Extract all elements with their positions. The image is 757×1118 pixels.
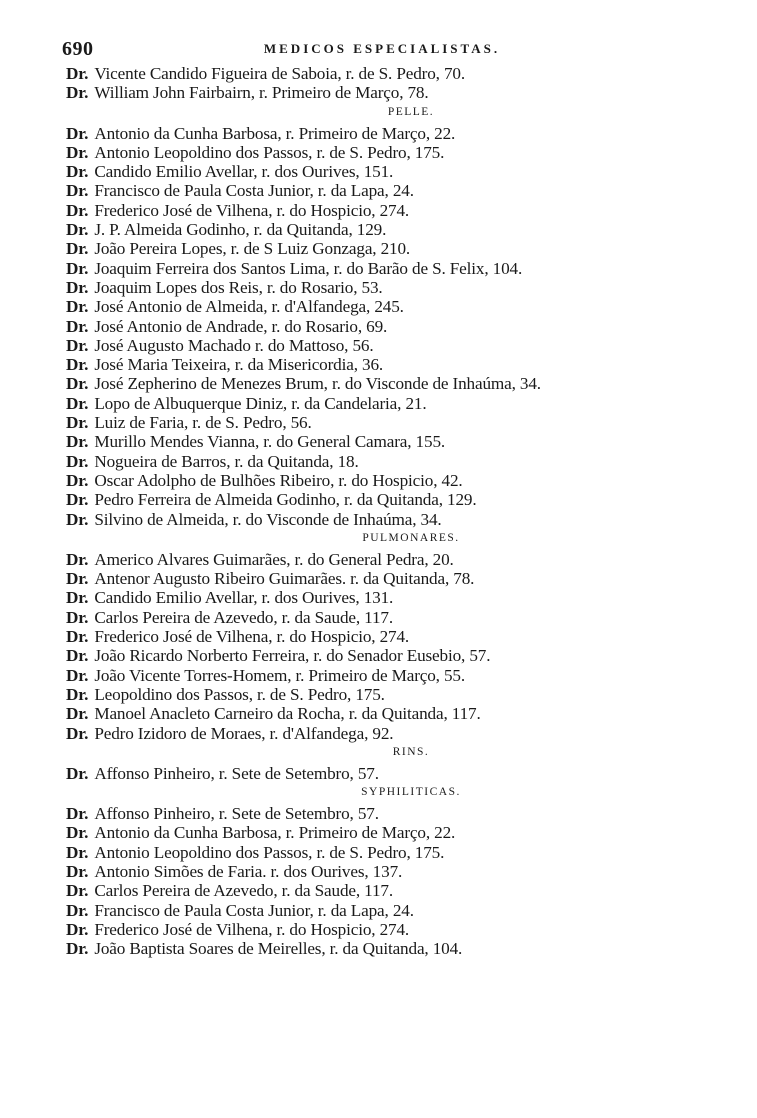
physician-title: Dr. [66,162,89,182]
section-heading: PELLE. [387,105,435,118]
physician-title: Dr. [66,432,89,452]
physician-name-address: Frederico José de Vilhena, r. do Hospicio, 274. [94,200,410,220]
physician-title: Dr. [66,588,89,608]
physician-entry [66,201,726,220]
physician-name-address: Luiz de Faria, r. de S. Pedro, 56. [94,413,312,433]
specialty-section [66,103,726,529]
physician-title: Dr. [66,569,89,589]
physician-title: Dr. [66,297,89,317]
physician-title: Dr. [66,861,89,881]
physician-title: Dr. [66,804,89,824]
physician-entry [66,685,726,704]
physician-name-address: José Zepherino de Menezes Brum, r. do Visconde de Inhaúma, 34. [94,374,541,394]
physician-title: Dr. [66,239,89,259]
physician-name-address: Lopo de Albuquerque Diniz, r. da Candelaria, 21. [94,393,427,413]
physician-name-address: José Maria Teixeira, r. da Misericordia, 36. [94,355,384,375]
physician-entry [66,920,726,939]
physician-title: Dr. [66,509,89,529]
section-heading: PULMONARES. [362,531,460,544]
physician-name-address: Antenor Augusto Ribeiro Guimarães. r. da Quitanda, 78. [94,569,475,589]
physician-entry [66,64,726,83]
physician-name-address: Leopoldino dos Passos, r. de S. Pedro, 175. [94,684,385,704]
physician-entry [66,646,726,665]
physician-title: Dr. [66,881,89,901]
physician-entry [66,413,726,432]
physician-entry [66,843,726,862]
specialty-section [66,743,726,783]
physician-title: Dr. [66,627,89,647]
physician-entry [66,490,726,509]
physician-entry [66,317,726,336]
physician-entry [66,336,726,355]
physician-title: Dr. [66,549,89,569]
physician-title: Dr. [66,200,89,220]
physician-entry [66,297,726,316]
physician-name-address: João Pereira Lopes, r. de S Luiz Gonzaga, 210. [94,239,411,259]
physician-entry [66,432,726,451]
physician-name-address: Oscar Adolpho de Bulhões Ribeiro, r. do Hospicio, 42. [94,470,463,490]
physician-title: Dr. [66,490,89,510]
specialty-section [66,783,726,958]
physician-entry [66,764,726,783]
physician-name-address: José Antonio de Andrade, r. do Rosario, 69. [94,316,388,336]
physician-title: Dr. [66,842,89,862]
physician-name-address: Carlos Pereira de Azevedo, r. da Saude, 117. [94,881,394,901]
page-header [62,38,702,60]
specialty-section [66,64,726,103]
physician-title: Dr. [66,763,89,783]
physician-name-address: Candido Emilio Avellar, r. dos Ourives, 151. [94,162,394,182]
physician-entry [66,220,726,239]
physician-name-address: Antonio da Cunha Barbosa, r. Primeiro de Março, 22. [94,123,456,143]
physician-name-address: Joaquim Lopes dos Reis, r. do Rosario, 53. [94,277,383,297]
physician-name-address: José Antonio de Almeida, r. d'Alfandega, 245. [94,297,404,317]
physician-title: Dr. [66,220,89,240]
physician-entry [66,162,726,181]
physician-name-address: Francisco de Paula Costa Junior, r. da Lapa, 24. [94,900,414,920]
physician-name-address: Francisco de Paula Costa Junior, r. da Lapa, 24. [94,181,414,201]
physician-name-address: Antonio da Cunha Barbosa, r. Primeiro de Março, 22. [94,823,456,843]
physician-entry [66,452,726,471]
physician-name-address: J. P. Almeida Godinho, r. da Quitanda, 129. [94,220,387,240]
physician-entry [66,278,726,297]
physician-name-address: João Ricardo Norberto Ferreira, r. do Senador Eusebio, 57. [94,646,491,666]
physician-entry [66,666,726,685]
physician-name-address: Manoel Anacleto Carneiro da Rocha, r. da Quitanda, 117. [94,704,481,724]
physician-entry [66,143,726,162]
physician-entry [66,471,726,490]
physician-entry [66,124,726,143]
physician-entry [66,259,726,278]
physician-title: Dr. [66,723,89,743]
physician-entry [66,550,726,569]
physician-name-address: Antonio Leopoldino dos Passos, r. de S. Pedro, 175. [94,842,445,862]
physician-entry [66,374,726,393]
physician-title: Dr. [66,413,89,433]
physician-entry [66,239,726,258]
physician-entry [66,823,726,842]
physician-entry [66,704,726,723]
physician-entry [66,862,726,881]
physician-name-address: José Augusto Machado r. do Mattoso, 56. [94,335,374,355]
page-number: 690 [62,38,94,60]
specialty-section [66,529,726,743]
physician-name-address: Nogueira de Barros, r. da Quitanda, 18. [94,451,359,471]
physician-entry [66,588,726,607]
physician-name-address: Frederico José de Vilhena, r. do Hospicio, 274. [94,627,410,647]
physician-name-address: Antonio Leopoldino dos Passos, r. de S. Pedro, 175. [94,142,445,162]
physician-title: Dr. [66,646,89,666]
physician-name-address: Pedro Izidoro de Moraes, r. d'Alfandega, 92. [94,723,394,743]
physician-title: Dr. [66,181,89,201]
physician-name-address: Pedro Ferreira de Almeida Godinho, r. da Quitanda, 129. [94,490,477,510]
physician-title: Dr. [66,823,89,843]
physician-title: Dr. [66,451,89,471]
physician-entry [66,724,726,743]
physician-name-address: Americo Alvares Guimarães, r. do General Pedra, 20. [94,549,454,569]
physician-name-address: Murillo Mendes Vianna, r. do General Camara, 155. [94,432,446,452]
physician-name-address: Antonio Simões de Faria. r. dos Ourives, 137. [94,861,403,881]
physician-title: Dr. [66,64,89,83]
physician-name-address: João Vicente Torres-Homem, r. Primeiro de Março, 55. [94,665,466,685]
physician-name-address: João Baptista Soares de Meirelles, r. da Quitanda, 104. [94,939,463,959]
directory-listing [66,64,726,958]
physician-title: Dr. [66,470,89,490]
physician-title: Dr. [66,393,89,413]
physician-title: Dr. [66,83,89,103]
physician-title: Dr. [66,142,89,162]
physician-name-address: Affonso Pinheiro, r. Sete de Setembro, 57. [94,804,379,824]
physician-entry [66,510,726,529]
physician-title: Dr. [66,123,89,143]
physician-entry [66,901,726,920]
physician-entry [66,569,726,588]
physician-entry [66,804,726,823]
physician-name-address: Carlos Pereira de Azevedo, r. da Saude, 117. [94,607,394,627]
physician-name-address: Affonso Pinheiro, r. Sete de Setembro, 57. [94,763,379,783]
physician-entry [66,627,726,646]
physician-title: Dr. [66,665,89,685]
physician-title: Dr. [66,355,89,375]
physician-title: Dr. [66,277,89,297]
physician-title: Dr. [66,316,89,336]
physician-entry [66,939,726,958]
physician-entry [66,394,726,413]
physician-name-address: Silvino de Almeida, r. do Visconde de Inhaúma, 34. [94,509,442,529]
physician-title: Dr. [66,900,89,920]
physician-title: Dr. [66,258,89,278]
physician-title: Dr. [66,939,89,959]
physician-entry [66,83,726,102]
physician-name-address: Joaquim Ferreira dos Santos Lima, r. do Barão de S. Felix, 104. [94,258,523,278]
physician-title: Dr. [66,335,89,355]
physician-name-address: William John Fairbairn, r. Primeiro de Março, 78. [94,83,429,103]
physician-title: Dr. [66,704,89,724]
running-title: MEDICOS ESPECIALISTAS. [263,41,501,56]
physician-entry [66,881,726,900]
physician-entry [66,608,726,627]
physician-title: Dr. [66,684,89,704]
physician-name-address: Frederico José de Vilhena, r. do Hospicio, 274. [94,919,410,939]
physician-entry [66,181,726,200]
physician-name-address: Vicente Candido Figueira de Saboia, r. de S. Pedro, 70. [94,64,465,83]
physician-title: Dr. [66,374,89,394]
section-heading: RINS. [392,745,430,758]
physician-title: Dr. [66,607,89,627]
section-heading: SYPHILITICAS. [361,786,461,799]
physician-title: Dr. [66,919,89,939]
physician-entry [66,355,726,374]
physician-name-address: Candido Emilio Avellar, r. dos Ourives, 131. [94,588,394,608]
